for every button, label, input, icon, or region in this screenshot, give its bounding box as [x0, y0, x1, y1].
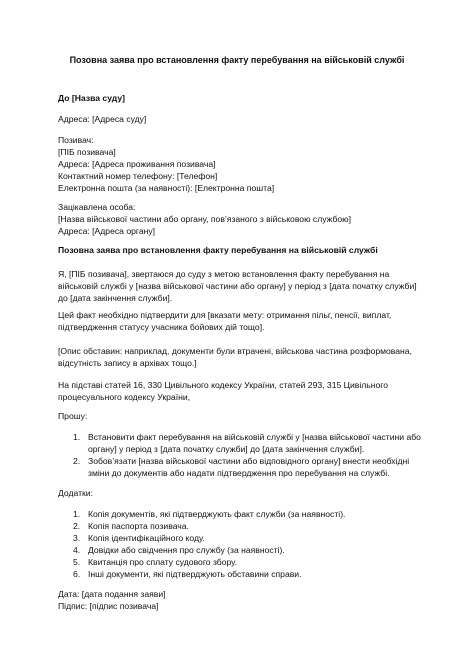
appendix-text: Довідки або свідчення про службу (за наявності).	[88, 545, 285, 555]
appendix-list	[73, 508, 423, 580]
interested-name: [Назва військової частини або органу, пов’язаного з військовою службою]	[58, 214, 351, 224]
plaintiff-phone: Контактний номер телефону: [Телефон]	[58, 171, 218, 181]
plaintiff-heading: Позивач:	[58, 135, 94, 145]
appendix-item	[73, 520, 423, 532]
request-text: Встановити факт перебування на військовій службі у [назва військової частини або органу] у період з [дата початку служби] до [дата закінчення служби].	[88, 432, 421, 454]
appendix-item	[73, 568, 423, 580]
appendix-text: Інші документи, які підтверджують обставини справи.	[88, 569, 302, 579]
signature-line: Підпис: [підпис позивача]	[58, 601, 159, 611]
appendix-item	[73, 544, 423, 556]
appendix-number: 6.	[73, 569, 81, 579]
signature-section	[58, 588, 420, 612]
appendix-text: Копія паспорта позивача.	[88, 521, 189, 531]
statement-paragraph-1: Я, [ПІБ позивача], звертаюся до суду з метою встановлення факту перебування на військовій службі у [назва військової частини або органу] у період з [дата початку служби] до [дата закінчення служби].	[58, 269, 417, 303]
request-list	[73, 431, 423, 479]
submission-date: Дата: [дата подання заяви]	[58, 589, 166, 599]
request-number: 2.	[73, 456, 81, 466]
appendix-heading: Додатки:	[58, 488, 93, 498]
court-name: До [Назва суду]	[58, 93, 125, 103]
appendix-text: Копія документів, які підтверджують факт служби (за наявності).	[88, 509, 346, 519]
document-title: Позовна заява про встановлення факту перебування на військовій службі	[69, 55, 405, 65]
appendix-number: 1.	[73, 509, 81, 519]
appendix-number: 3.	[73, 533, 81, 543]
appendix-item	[73, 508, 423, 520]
appendix-number: 5.	[73, 557, 81, 567]
plaintiff-name: [ПІБ позивача]	[58, 147, 116, 157]
statement-paragraph-4: На підставі статей 16, 330 Цивільного кодексу України, статей 293, 315 Цивільного процесуального кодексу України,	[58, 380, 389, 402]
appendix-number: 2.	[73, 521, 81, 531]
statement-paragraph-3: [Опис обставин: наприклад, документи були втрачені, військова частина розформована, відсутність запису в архівах тощо.]	[58, 346, 412, 368]
request-number: 1.	[73, 432, 81, 442]
interested-party-section	[58, 201, 420, 237]
appendix-item	[73, 556, 423, 568]
statement-heading: Позовна заява про встановлення факту перебування на військовій службі	[58, 245, 378, 255]
court-address: Адреса: [Адреса суду]	[58, 114, 147, 124]
plaintiff-address: Адреса: [Адреса проживання позивача]	[58, 159, 216, 169]
appendix-item	[73, 532, 423, 544]
interested-heading: Зацікавлена особа:	[58, 202, 136, 212]
interested-address: Адреса: [Адреса органу]	[58, 226, 156, 236]
request-heading: Прошу:	[58, 411, 88, 421]
request-item	[73, 431, 423, 455]
plaintiff-section	[58, 134, 420, 194]
request-item	[73, 455, 423, 479]
appendix-number: 4.	[73, 545, 81, 555]
statement-paragraph-2: Цей факт необхідно підтвердити для [вказати мету: отримання пільг, пенсії, виплат, підтвердження статусу учасника бойових дій тощо].	[58, 310, 392, 332]
request-text: Зобов’язати [назва військової частини або відповідного органу] внести необхідні зміни до документів або надати підтвердження про перебування на службі.	[88, 456, 410, 478]
appendix-text: Копія ідентифікаційного коду.	[88, 533, 205, 543]
plaintiff-email: Електронна пошта (за наявності): [Електронна пошта]	[58, 183, 275, 193]
appendix-text: Квитанція про сплату судового збору.	[88, 557, 237, 567]
